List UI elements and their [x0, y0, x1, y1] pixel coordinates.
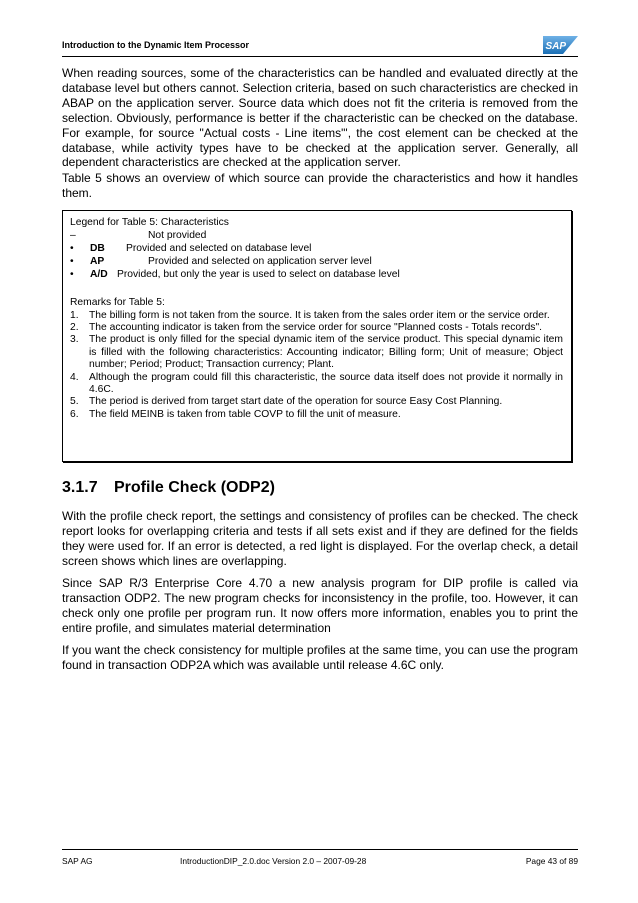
remark-number: 3.	[70, 334, 79, 346]
legend-item-desc: Provided and selected on database level	[126, 243, 312, 254]
remark-item	[70, 334, 563, 371]
remark-text: The accounting indicator is taken from the service order for source "Planned costs - Totals records".	[89, 321, 542, 333]
header-rule	[62, 56, 578, 57]
legend-item-ap	[70, 256, 563, 269]
section-title: Profile Check (ODP2)	[114, 479, 275, 496]
legend-box	[62, 210, 572, 462]
remark-number: 6.	[70, 408, 79, 420]
remark-text: Although the program could fill this characteristic, the source data itself does not provide it normally in 4.6C.	[89, 371, 563, 395]
legend-item-code: A/D	[90, 269, 108, 280]
remark-number: 5.	[70, 396, 79, 408]
document-header-title: Introduction to the Dynamic Item Processor	[62, 40, 250, 50]
remark-item	[70, 310, 563, 322]
remark-number: 2.	[70, 321, 79, 333]
remark-text: The billing form is not taken from the source. It is taken from the sales order item or the service order.	[89, 309, 550, 321]
section-paragraph-1: With the profile check report, the settings and consistency of profiles can be checked. The check report looks for overlapping criteria and tests if all sets exist and if they are defined for the fields they were used for. If an error is detected, a red light is displayed. For the overlap check, a detail screen shows which lines are overlapping.	[62, 509, 578, 568]
intro-paragraph-1: When reading sources, some of the characteristics can be handled and evaluated directly at the database level but others cannot. Selection criteria, based on such characteristics are checked in ABAP on the application server. Source data which does not fit the criteria is removed from the selection. Obviously, performance is better if the characteristic can be checked on the database. For example, for source "Actual costs - Line items"', the cost element can be checked at the database, while activity types have to be checked at the application server. Generally, all dependent characteristics are checked at the application server.	[62, 66, 578, 170]
footer-rule	[62, 849, 578, 850]
remark-item	[70, 409, 563, 421]
section-heading	[62, 479, 275, 497]
bullet-icon: •	[70, 243, 74, 254]
remarks-list	[70, 310, 563, 422]
svg-text:SAP: SAP	[545, 41, 567, 52]
remark-text: The product is only filled for the special dynamic item of the service product. This special dynamic item is filled with the following characteristics: Accounting indicator; Billing form; Unit of measure; Object number; Period; Product; Transaction currency; Plant.	[89, 334, 563, 371]
legend-item-code: DB	[90, 243, 105, 254]
remark-item	[70, 372, 563, 397]
footer-document-info: IntroductionDIP_2.0.doc Version 2.0 – 2007-09-28	[180, 856, 367, 866]
section-paragraph-3: If you want the check consistency for multiple profiles at the same time, you can use the program found in transaction ODP2A which was available until release 4.6C only.	[62, 643, 578, 672]
remark-item	[70, 322, 563, 334]
legend-item-desc: Not provided	[148, 230, 207, 241]
legend-item-not-provided	[70, 230, 563, 243]
legend-item-desc: Provided, but only the year is used to select on database level	[117, 269, 400, 280]
dash-marker: –	[70, 230, 76, 241]
remark-number: 4.	[70, 371, 79, 383]
legend-item-desc: Provided and selected on application server level	[148, 256, 372, 267]
legend-item-ad	[70, 269, 563, 282]
remark-item	[70, 396, 563, 408]
remark-number: 1.	[70, 309, 79, 321]
section-paragraph-2: Since SAP R/3 Enterprise Core 4.70 a new analysis program for DIP profile is called via transaction ODP2. The new program checks for inconsistency in the profile, too. However, it can check only one profile per program run. It now offers more information, enables you to print the entire profile, and simulates material determination	[62, 576, 578, 635]
sap-logo	[543, 36, 578, 54]
section-number: 3.1.7	[62, 479, 98, 496]
bullet-icon: •	[70, 269, 74, 280]
remark-text: The period is derived from target start date of the operation for source Easy Cost Planning.	[89, 396, 503, 408]
remark-text: The field MEINB is taken from table COVP to fill the unit of measure.	[89, 408, 401, 420]
remarks-title: Remarks for Table 5:	[70, 297, 165, 308]
bullet-icon: •	[70, 256, 74, 267]
legend-item-code: AP	[90, 256, 105, 267]
footer-page-number: Page 43 of 89	[525, 856, 578, 866]
intro-paragraph-2: Table 5 shows an overview of which source can provide the characteristics and how it handles them.	[62, 171, 578, 200]
legend-title: Legend for Table 5: Characteristics	[70, 217, 229, 228]
footer-company: SAP AG	[62, 856, 93, 866]
legend-item-db	[70, 243, 563, 256]
